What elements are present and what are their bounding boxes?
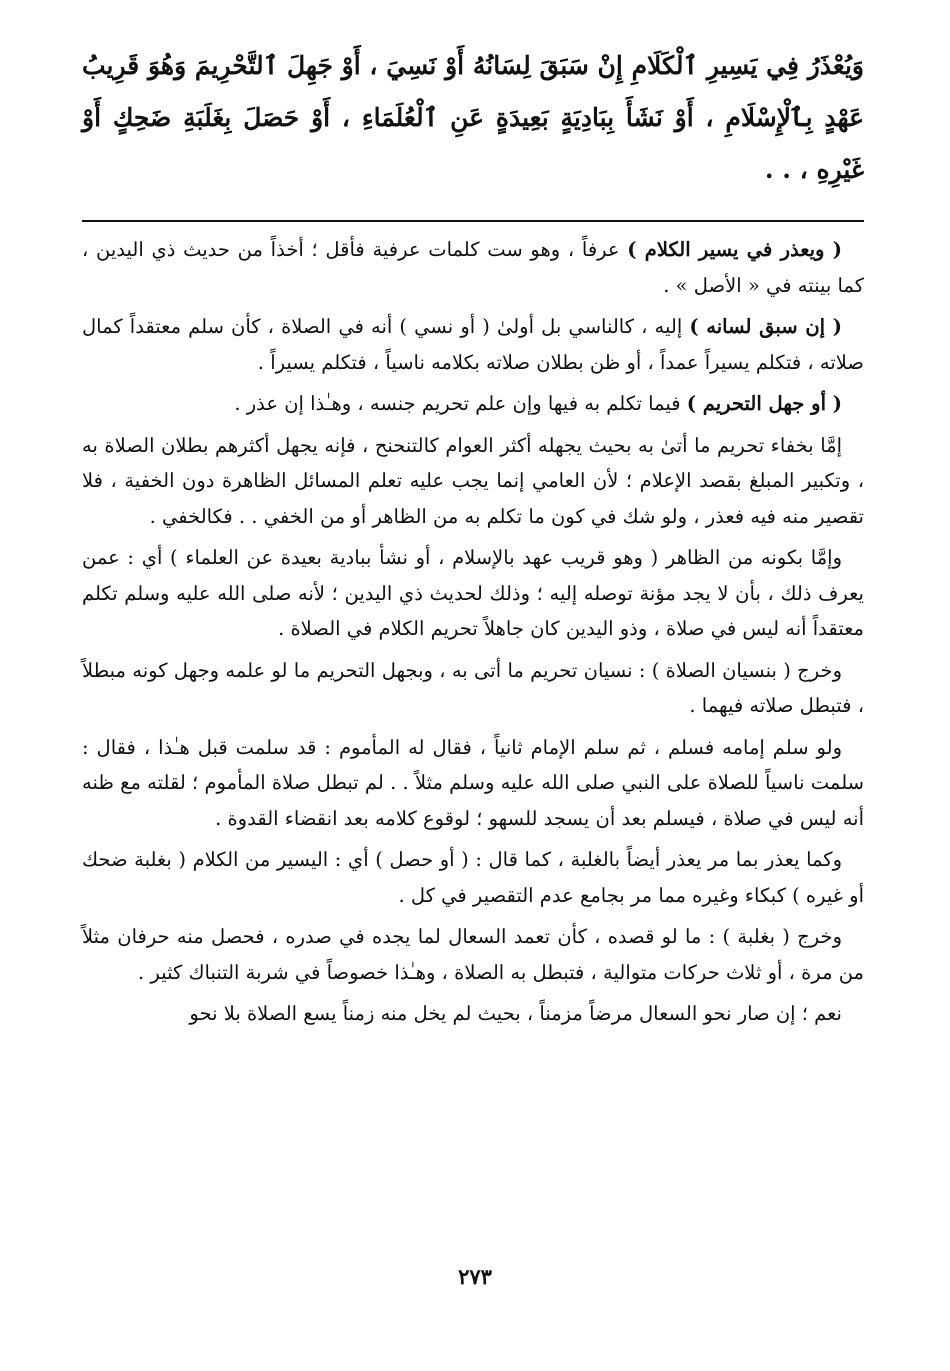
- commentary-paragraph: [82, 842, 864, 913]
- commentary-text: فيما تكلم به فيها وإن علم تحريم جنسه ، وهـٰذا إن عذر .: [234, 392, 687, 415]
- commentary-lead: ( أو جهل التحريم ): [686, 392, 842, 415]
- commentary-paragraph: [82, 309, 864, 380]
- commentary-text: وخرج ( بنسيان الصلاة ) : نسيان تحريم ما أتى به ، وبجهل التحريم ما لو علمه وجهل كونه مبطلاً ، فتبطل صلاته فيهما .: [82, 658, 864, 717]
- commentary-text: وخرج ( بغلبة ) : ما لو قصده ، كأن تعمد السعال لما يجده في صدره ، فحصل منه حرفان مثلاً من مرة ، أو ثلاث حركات متوالية ، فتبطل به الصلاة ، وهـٰذا خصوصاً في شربة التنباك كثير .: [82, 925, 864, 984]
- commentary-paragraph: [82, 996, 864, 1032]
- commentary-paragraph: [82, 730, 864, 837]
- commentary-text: ولو سلم إمامه فسلم ، ثم سلم الإمام ثانياً ، فقال له المأموم : قد سلمت قبل هـٰذا ، فقال : سلمت ناسياً للصلاة على النبي صلى الله عليه وسلم مثلاً . . لم تبطل صلاة المأموم ؛ لقلته مع ظنه أنه ليس في صلاة ، فيسلم بعد أن يسجد للسهو ؛ لوقوع كلامه بعد انقضاء القدوة .: [82, 735, 864, 830]
- separator-line: [82, 220, 864, 222]
- page-number: ٢٧٣: [458, 1264, 492, 1289]
- commentary-text: نعم ؛ إن صار نحو السعال مرضاً مزمناً ، بحيث لم يخل منه زمناً يسع الصلاة بلا نحو: [189, 1002, 842, 1025]
- commentary-lead: ( ويعذر في يسير الكلام ): [627, 238, 842, 261]
- commentary-paragraph: [82, 428, 864, 535]
- commentary-text: إمَّا بخفاء تحريم ما أتىٰ به بحيث يجهله أكثر العوام كالتنحنح ، فإنه يجهل أكثرهم بطلان الصلاة به ، وتكبير المبلغ بقصد الإعلام ؛ لأن العامي إنما يجب عليه تعلم المسائل الظاهرة دون الخفية ، فلا تقصير منه فيه فعذر ، ولو شك في كون ما تكلم به من الظاهر أو من الخفي . . فكالخفي .: [82, 433, 864, 528]
- commentary-paragraph: [82, 653, 864, 724]
- commentary-text: عرفاً ، وهو ست كلمات عرفية فأقل ؛ أخذاً من حديث ذي اليدين ، كما بينته في « الأصل » .: [82, 238, 864, 297]
- commentary-text: وإمَّا بكونه من الظاهر ( وهو قريب عهد بالإسلام ، أو نشأ ببادية بعيدة عن العلماء ) أي : عمن يعرف ذلك ، بأن لا يجد مؤنة توصله إليه ؛ وذلك لحديث ذي اليدين ؛ لأنه صلى الله عليه وسلم تكلم معتقداً أنه ليس في صلاة ، وذو اليدين كان جاهلاً تحريم الكلام في الصلاة .: [82, 546, 864, 640]
- commentary-lead: ( إن سبق لسانه ): [689, 315, 843, 338]
- commentary-paragraph: [82, 540, 864, 647]
- page-body: [82, 40, 864, 1038]
- commentary-text: إليه ، كالناسي بل أولىٰ ( أو نسي ) أنه في الصلاة ، كأن سلم معتقداً كمال صلاته ، فتكلم يسيراً عمداً ، أو ظن بطلان صلاته بكلامه ناسياً ، فتكلم يسيراً .: [82, 315, 864, 374]
- commentary-text: وكما يعذر بما مر يعذر أيضاً بالغلبة ، كما قال : ( أو حصل ) أي : اليسير من الكلام ( بغلبة ضحك أو غيره ) كبكاء وغيره مما مر بجامع عدم التقصير في كل .: [82, 848, 864, 907]
- commentary: [82, 232, 864, 1032]
- matn-text: وَيُعْذَرُ فِي يَسِيرِ ٱلْكَلَامِ إِنْ سَبَقَ لِسَانُهُ أَوْ نَسِيَ ، أَوْ جَهِلَ ٱلتَّحْرِيمَ وَهُوَ قَرِيبُ عَهْدٍ بِٱلْإِسْلَامِ ، أَوْ نَشَأَ بِبَادِيَةٍ بَعِيدَةٍ عَنِ ٱلْعُلَمَاءِ ، أَوْ حَصَلَ بِغَلَبَةِ ضَحِكٍ أَوْ غَيْرِهِ ، . .: [82, 51, 864, 184]
- commentary-paragraph: [82, 919, 864, 990]
- commentary-paragraph: [82, 386, 864, 422]
- commentary-paragraph: [82, 232, 864, 303]
